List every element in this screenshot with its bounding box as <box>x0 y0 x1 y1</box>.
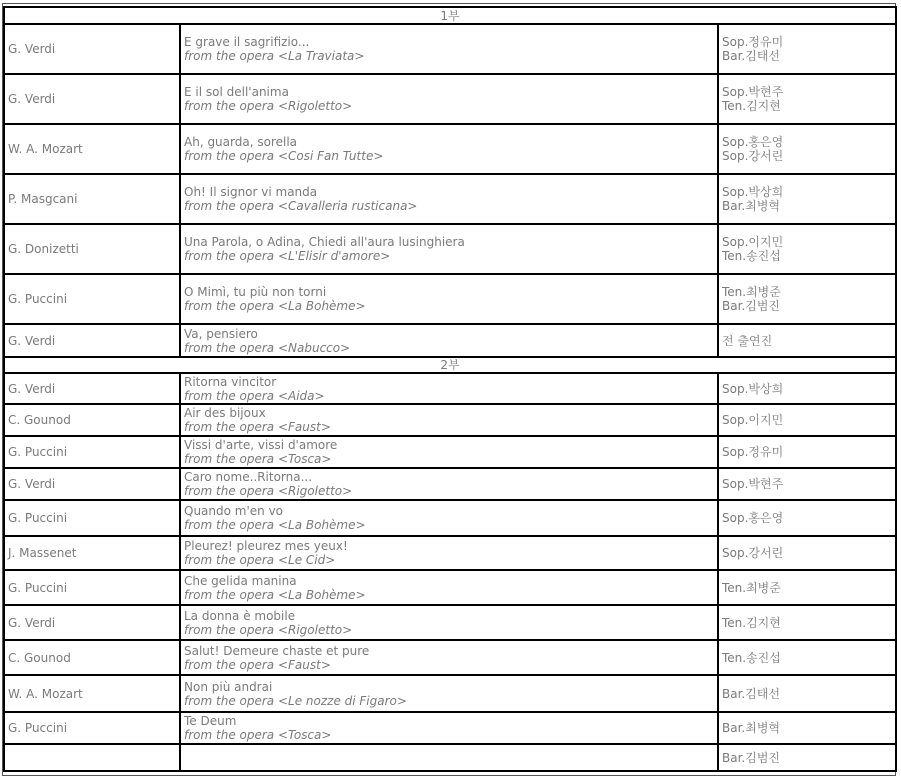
performers-cell <box>718 605 896 640</box>
composer-cell: P. Masgcani <box>4 174 180 224</box>
work-cell <box>180 124 718 174</box>
performers-cell <box>718 174 896 224</box>
composer-cell: G. Verdi <box>4 468 180 500</box>
aria-title: Oh! Il signor vi manda <box>184 185 318 199</box>
performer: Ten.김지현 <box>722 99 781 113</box>
section-label: 1부 <box>4 7 896 24</box>
aria-title: Pleurez! pleurez mes yeux! <box>184 539 348 553</box>
composer-cell: W. A. Mozart <box>4 124 180 174</box>
opera-source: from the opera <La Bohème> <box>184 587 366 602</box>
performers-cell <box>718 536 896 570</box>
performer: Sop.홍은영 <box>722 511 784 525</box>
composer-cell: G. Verdi <box>4 74 180 124</box>
performers-cell <box>718 712 896 744</box>
performer: Ten.송진섭 <box>722 650 781 665</box>
work-cell <box>180 640 718 675</box>
performers-cell <box>718 436 896 468</box>
performers-cell <box>718 570 896 605</box>
work-cell <box>180 224 718 274</box>
composer-cell: C. Gounod <box>4 640 180 675</box>
aria-title: O Mimì, tu più non torni <box>184 285 327 299</box>
aria-title: Air des bijoux <box>184 406 266 420</box>
aria-title: E il sol dell'anima <box>184 85 289 99</box>
performer: Bar.최병혁 <box>722 199 781 213</box>
performers-cell <box>718 744 896 771</box>
work-cell <box>180 468 718 500</box>
performer: Bar.김태선 <box>722 49 781 63</box>
performers-cell <box>718 124 896 174</box>
program-row <box>4 536 896 570</box>
work-cell <box>180 675 718 712</box>
performers-cell <box>718 24 896 74</box>
composer-cell: G. Puccini <box>4 570 180 605</box>
work-cell <box>180 404 718 436</box>
performers-cell <box>718 468 896 500</box>
performer: Sop.박상희 <box>722 185 784 199</box>
program-row <box>4 24 896 74</box>
composer-cell: W. A. Mozart <box>4 675 180 712</box>
performers-cell <box>718 404 896 436</box>
composer-cell: G. Verdi <box>4 24 180 74</box>
performer: Ten.송진섭 <box>722 249 781 263</box>
performers-cell <box>718 324 896 357</box>
performers-cell <box>718 675 896 712</box>
section-label: 2부 <box>4 357 896 373</box>
performers-cell <box>718 74 896 124</box>
work-cell <box>180 712 718 744</box>
aria-title: La donna è mobile <box>184 608 296 623</box>
section-header-row <box>4 7 896 24</box>
composer-cell: G. Verdi <box>4 373 180 404</box>
opera-source: from the opera <La Traviata> <box>184 49 365 63</box>
opera-source: from the opera <Rigoletto> <box>184 484 353 498</box>
opera-source: from the opera <La Bohème> <box>184 299 366 313</box>
program-row <box>4 124 896 174</box>
program-row <box>4 744 896 771</box>
performer: Ten.김지현 <box>722 615 781 630</box>
program-row <box>4 468 896 500</box>
concert-program-table <box>3 6 897 772</box>
program-row <box>4 224 896 274</box>
opera-source: from the opera <Rigoletto> <box>184 99 353 113</box>
program-row <box>4 174 896 224</box>
opera-source: from the opera <Aida> <box>184 388 325 403</box>
opera-source: from the opera <Tosca> <box>184 452 332 466</box>
performer: Sop.정유미 <box>722 445 784 459</box>
performer: Sop.이지민 <box>722 413 784 427</box>
performer: Sop.강서린 <box>722 546 784 560</box>
program-row <box>4 712 896 744</box>
aria-title: Ah, guarda, sorella <box>184 135 298 149</box>
aria-title: Va, pensiero <box>184 326 258 341</box>
program-row <box>4 605 896 640</box>
work-cell <box>180 605 718 640</box>
work-cell <box>180 174 718 224</box>
program-row <box>4 373 896 404</box>
program-row <box>4 640 896 675</box>
aria-title: Non più andrai <box>184 679 273 694</box>
performer: Bar.김범진 <box>722 750 781 765</box>
program-row <box>4 324 896 357</box>
work-cell <box>180 744 718 771</box>
work-cell <box>180 436 718 468</box>
performer: Ten.최병준 <box>722 285 781 299</box>
program-row <box>4 74 896 124</box>
aria-title: Salut! Demeure chaste et pure <box>184 643 370 658</box>
program-row <box>4 675 896 712</box>
composer-cell: G. Puccini <box>4 712 180 744</box>
performers-cell <box>718 274 896 324</box>
opera-source: from the opera <Le nozze di Figaro> <box>184 693 407 708</box>
performer: Sop.박현주 <box>722 85 784 99</box>
performer: Bar.김태선 <box>722 686 781 701</box>
aria-title: Che gelida manina <box>184 573 297 588</box>
performer: Bar.김범진 <box>722 299 781 313</box>
work-cell <box>180 24 718 74</box>
composer-cell <box>4 744 180 771</box>
opera-source: from the opera <Cosi Fan Tutte> <box>184 149 384 163</box>
composer-cell: C. Gounod <box>4 404 180 436</box>
performers-cell <box>718 224 896 274</box>
work-cell <box>180 570 718 605</box>
performer: Sop.박상희 <box>722 381 784 396</box>
aria-title: Ritorna vincitor <box>184 374 277 389</box>
aria-title: Te Deum <box>184 714 237 728</box>
work-cell <box>180 274 718 324</box>
composer-cell: G. Puccini <box>4 436 180 468</box>
performers-cell <box>718 640 896 675</box>
section-header-row <box>4 357 896 373</box>
performer: Sop.정유미 <box>722 35 784 49</box>
aria-title: E grave il sagrifizio... <box>184 35 310 49</box>
aria-title: Quando m'en vo <box>184 504 284 518</box>
work-cell <box>180 500 718 536</box>
composer-cell: G. Donizetti <box>4 224 180 274</box>
program-row <box>4 500 896 536</box>
work-cell <box>180 74 718 124</box>
opera-source: from the opera <Faust> <box>184 657 331 672</box>
opera-source: from the opera <Cavalleria rusticana> <box>184 199 418 213</box>
performer: Sop.홍은영 <box>722 135 784 149</box>
composer-cell: J. Massenet <box>4 536 180 570</box>
work-cell <box>180 536 718 570</box>
composer-cell: G. Puccini <box>4 274 180 324</box>
composer-cell: G. Verdi <box>4 324 180 357</box>
opera-source: from the opera <Faust> <box>184 420 331 434</box>
opera-source: from the opera <Le Cid> <box>184 553 336 567</box>
aria-title: Vissi d'arte, vissi d'amore <box>184 438 338 452</box>
opera-source: from the opera <Rigoletto> <box>184 622 353 637</box>
performer: 전 출연진 <box>722 333 773 348</box>
performer: Ten.최병준 <box>722 580 781 595</box>
opera-source: from the opera <Tosca> <box>184 728 332 742</box>
program-row <box>4 436 896 468</box>
performer: Sop.박현주 <box>722 477 784 491</box>
work-cell <box>180 324 718 357</box>
performer: Bar.최병혁 <box>722 721 781 735</box>
opera-source: from the opera <La Bohème> <box>184 518 366 532</box>
opera-source: from the opera <L'Elisir d'amore> <box>184 249 391 263</box>
performer: Sop.강서린 <box>722 149 784 163</box>
aria-title: Una Parola, o Adina, Chiedi all'aura lusinghiera <box>184 235 465 249</box>
program-row <box>4 570 896 605</box>
performer: Sop.이지민 <box>722 235 784 249</box>
work-cell <box>180 373 718 404</box>
program-row <box>4 274 896 324</box>
opera-source: from the opera <Nabucco> <box>184 340 351 355</box>
program-row <box>4 404 896 436</box>
performers-cell <box>718 373 896 404</box>
composer-cell: G. Verdi <box>4 605 180 640</box>
aria-title: Caro nome..Ritorna... <box>184 470 313 484</box>
performers-cell <box>718 500 896 536</box>
composer-cell: G. Puccini <box>4 500 180 536</box>
